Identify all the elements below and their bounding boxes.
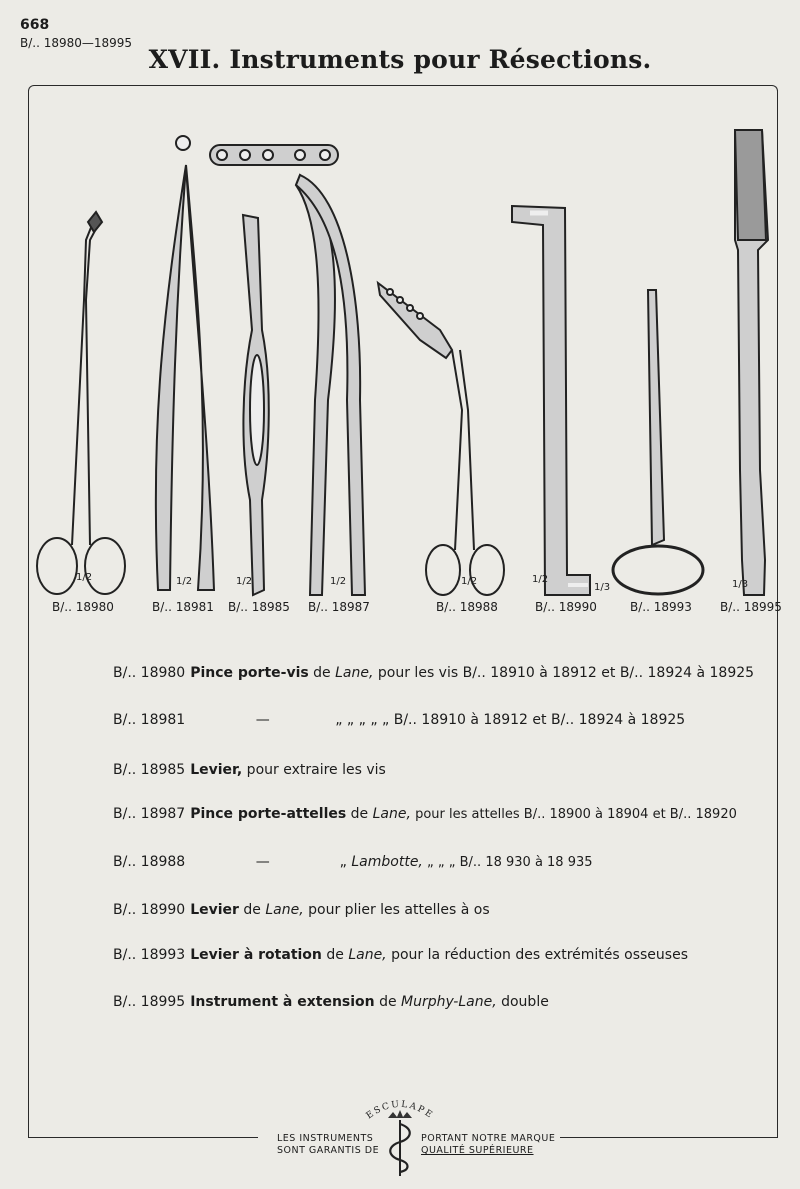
footer-text-right: QUALITÉ SUPÉRIEURE	[421, 1145, 534, 1156]
entry-text: de	[374, 994, 402, 1010]
scale-fraction: 1/2	[176, 576, 193, 587]
screw-forceps-18980-illustration	[37, 212, 125, 594]
scale-fraction: 1/2	[461, 576, 478, 587]
footer-text-left: SONT GARANTIS DE	[277, 1145, 380, 1156]
entry-name: Levier,	[190, 762, 243, 778]
catalogue-entry	[113, 806, 737, 822]
entry-text: pour extraire les vis	[242, 762, 386, 778]
catalogue-entry	[113, 994, 549, 1010]
entry-code: B/.. 18980	[113, 665, 186, 681]
entry-author: Lane,	[348, 947, 387, 963]
entry-text: double	[496, 994, 549, 1010]
entry-text: „	[335, 854, 352, 870]
entry-text: de	[346, 806, 373, 822]
catalogue-entry	[113, 665, 754, 681]
entry-dash: —	[255, 854, 270, 870]
scale-fraction: 1/2	[76, 572, 93, 583]
entry-code: B/.. 18990	[113, 902, 186, 918]
logo-text: ESCULAPE	[364, 1099, 436, 1122]
footer-rule	[560, 1137, 778, 1138]
entry-text: de	[321, 947, 349, 963]
entry-text: pour la réduction des extrémités osseuses	[386, 947, 688, 963]
entry-code: B/.. 18985	[113, 762, 186, 778]
entry-text: pour les attelles B/.. 18900 à 18904 et B/.. 18920	[410, 807, 737, 822]
lambotte-forceps-18988-illustration	[378, 283, 504, 595]
entry-name: Levier	[190, 902, 239, 918]
scale-fraction: 1/2	[532, 574, 549, 585]
entry-code: B/.. 18988	[113, 854, 186, 870]
page-title: XVII. Instruments pour Résections.	[148, 45, 652, 74]
plate-caption: B/.. 18981	[152, 600, 214, 614]
plate-forceps-18987-illustration	[210, 145, 365, 595]
entry-code: B/.. 18981	[113, 712, 186, 728]
entry-text: pour plier les attelles à os	[303, 902, 490, 918]
plate-caption: B/.. 18987	[308, 600, 370, 614]
footer-rule	[28, 1137, 258, 1138]
entry-author: Lane,	[265, 902, 304, 918]
plate-caption: B/.. 18985	[228, 600, 290, 614]
footer-text-left: LES INSTRUMENTS	[277, 1133, 374, 1144]
scale-fraction: 1/2	[330, 576, 347, 587]
entry-author: Lambotte,	[351, 854, 423, 870]
rotation-lever-18993-illustration	[613, 290, 703, 594]
entry-text: de	[238, 902, 266, 918]
entry-author: Lane,	[335, 665, 374, 681]
footer-text-right: PORTANT NOTRE MARQUE	[421, 1133, 556, 1144]
entry-text: pour les vis B/.. 18910 à 18912 et B/.. 18924 à 18925	[373, 665, 755, 681]
long-forceps-18981-illustration	[156, 136, 214, 590]
bending-lever-18990-illustration	[512, 206, 590, 595]
entry-name: Levier à rotation	[190, 947, 322, 963]
scale-fraction: 1/3	[732, 579, 749, 590]
plate-caption: B/.. 18980	[52, 600, 114, 614]
scale-fraction: 1/3	[594, 582, 611, 593]
entry-code: B/.. 18995	[113, 994, 186, 1010]
entry-code: B/.. 18987	[113, 806, 186, 822]
extension-instrument-18995-illustration	[735, 130, 768, 595]
entry-name: Instrument à extension	[190, 994, 375, 1010]
entry-text: de	[308, 665, 336, 681]
entry-text: „ „ „ B/.. 18 930 à 18 935	[422, 855, 593, 870]
page-range: B/.. 18980—18995	[20, 36, 133, 50]
plate-caption: B/.. 18995	[720, 600, 782, 614]
page-number: 668	[20, 17, 50, 33]
plate-caption: B/.. 18993	[630, 600, 692, 614]
catalogue-entry	[113, 762, 386, 778]
entry-name: Pince porte-attelles	[190, 806, 347, 822]
catalogue-entry	[113, 902, 490, 918]
entry-text: „ „ „ „ „ B/.. 18910 à 18912 et B/.. 18924 à 18925	[335, 712, 686, 728]
entry-author: Lane,	[372, 806, 411, 822]
scale-fraction: 1/2	[236, 576, 253, 587]
entry-code: B/.. 18993	[113, 947, 186, 963]
catalogue-entry	[113, 854, 593, 870]
catalogue-entry	[113, 947, 688, 963]
entry-author: Murphy-Lane,	[401, 994, 497, 1010]
plate-caption: B/.. 18988	[436, 600, 498, 614]
plate-caption: B/.. 18990	[535, 600, 597, 614]
entry-dash: —	[255, 712, 270, 728]
catalogue-entry	[113, 712, 685, 728]
entry-name: Pince porte-vis	[190, 665, 309, 681]
lever-18985-illustration	[243, 215, 269, 595]
